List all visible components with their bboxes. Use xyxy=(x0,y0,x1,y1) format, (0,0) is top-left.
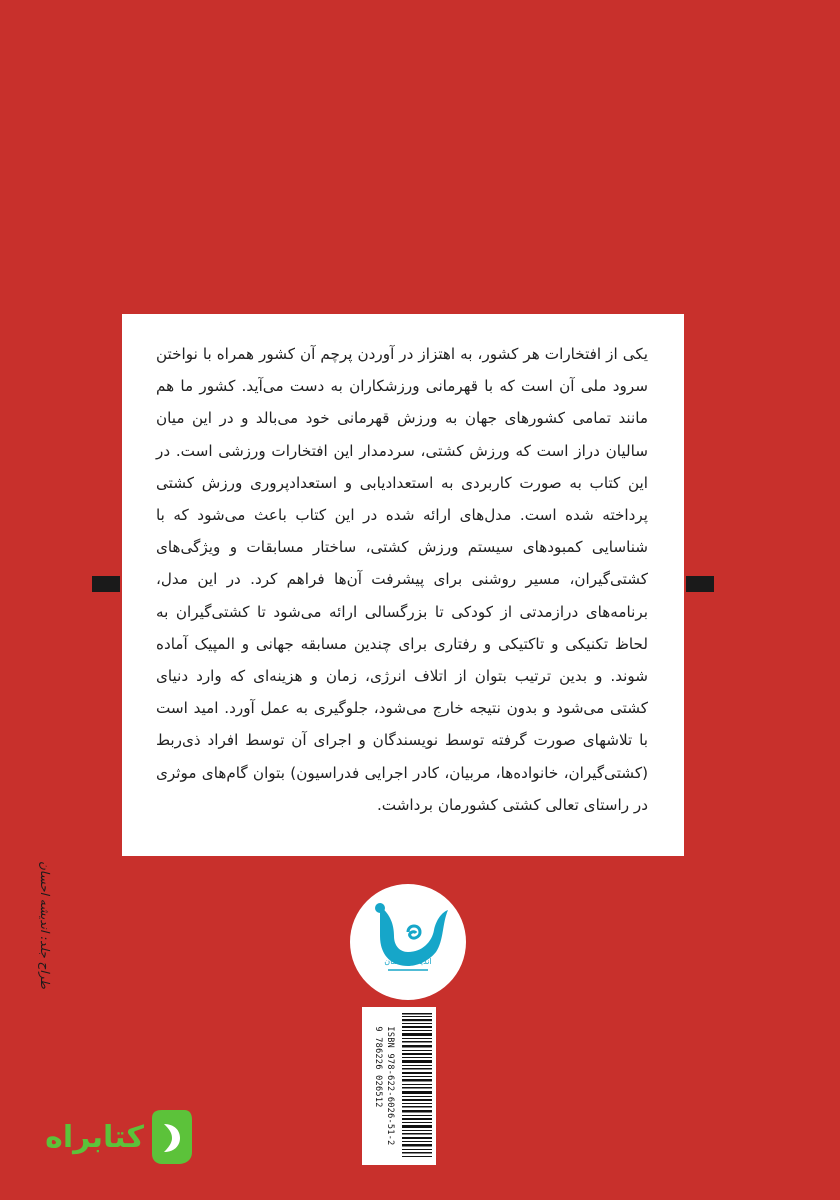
isbn-label xyxy=(373,1026,395,1145)
blurb-text: یکی از افتخارات هر کشور، به اهتزاز در آوردن پرچم آن کشور همراه با نواختن سرود ملی آن است که با قهرمانی ورزشکاران به دست می‌آید. کشور ما هم مانند تمامی کشورهای جهان به ورزش قهرمانی خود می‌بالد و در این میان سالیان دراز است که ورزش کشتی، سردمدار این افتخارات ورزشی است. در این کتاب به صورت کاربردی به استعدادیابی و استعدادپروری ورزش کشتی پرداخته شده است. مدل‌های ارائه شده در این کتاب باعث می‌شود که با شناسایی کمبودهای سیستم ورزش کشتی، ساختار مسابقات و ویژگی‌های کشتی‌گیران، مسیر روشنی برای پیشرفت آن‌ها فراهم کرد. در این مدل، برنامه‌های درازمدتی از کودکی تا بزرگسالی ارائه می‌شود تا کشتی‌گیران به لحاظ تکنیکی و تاکتیکی و رفتاری برای چندین مسابقه جهانی و المپیک آماده شوند. و بدین ترتیب بتوان از اتلاف انرژی، زمان و هزینه‌ای که وارد دنیای کشتی می‌شود و بدون نتیجه خارج می‌شود، جلوگیری به عمل آورد. امید است با تلاشهای صورت گرفته توسط نویسندگان و اجرای آن توسط افراد ذی‌ربط (کشتی‌گیران، خانواده‌ها، مربیان، کادر اجرایی فدراسیون) بتوان گام‌های موثری در راستای تعالی کشتی کشورمان برداشت. xyxy=(156,345,648,814)
watermark-logo xyxy=(36,1108,196,1166)
left-marker-bar xyxy=(92,576,120,592)
blurb-panel xyxy=(122,314,684,856)
right-marker-bar xyxy=(686,576,714,592)
book-leaf-icon xyxy=(148,1108,194,1166)
publisher-logo xyxy=(350,884,466,1000)
barcode-digits: 9 786226 026512 xyxy=(373,1026,383,1108)
publisher-name: اندیشه احسان xyxy=(384,957,432,966)
watermark-text: کتابراه xyxy=(45,1120,144,1155)
isbn-barcode xyxy=(362,1007,436,1165)
cover-designer-credit: طراح جلد: اندیشه احسان xyxy=(38,861,52,989)
isbn-number: ISBN 978-622-6026-51-2 xyxy=(385,1026,395,1146)
bird-emblem-icon xyxy=(350,884,466,1000)
